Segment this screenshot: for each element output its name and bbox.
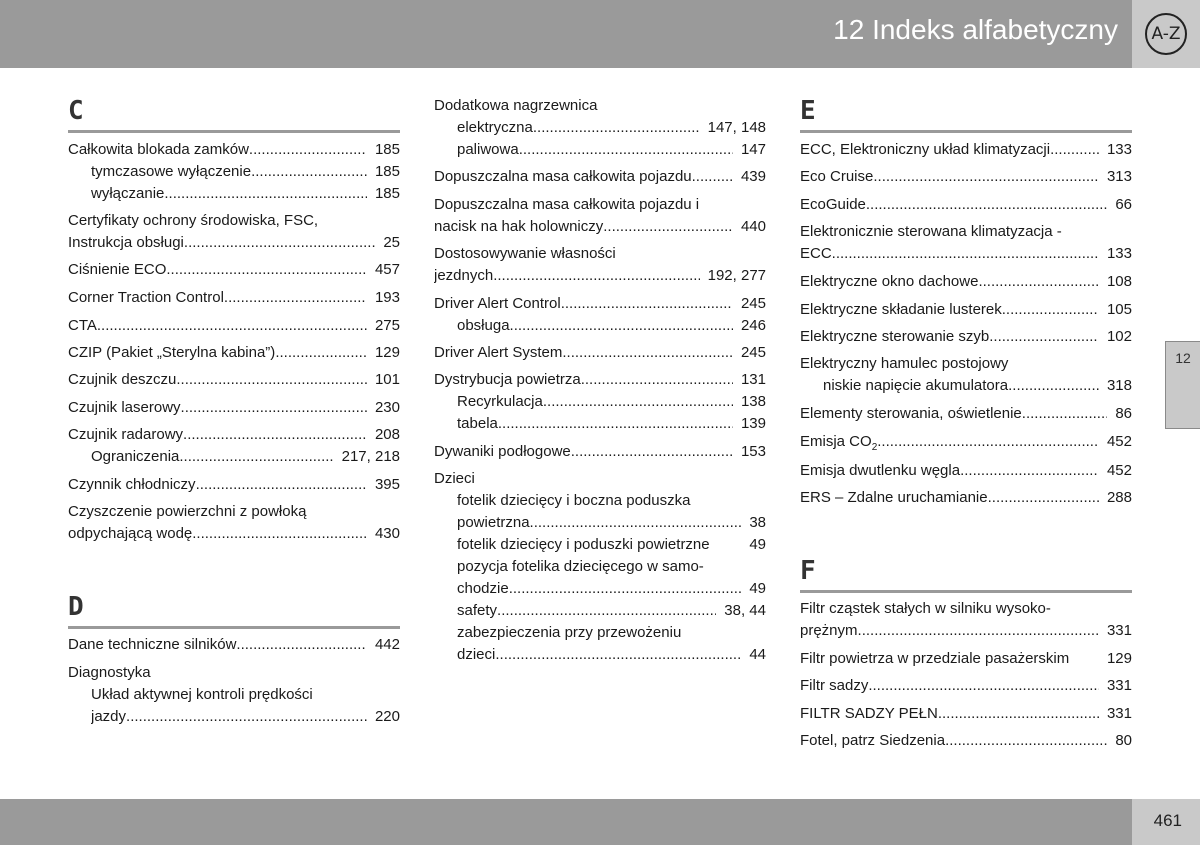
index-entry: Fotel, patrz Siedzenia ..... 80 bbox=[800, 730, 1132, 752]
index-entry: Dane techniczne silników ..... 442 bbox=[68, 634, 400, 656]
index-entry: nacisk na hak holowniczy ..... 440 bbox=[434, 216, 766, 238]
page-number-box bbox=[1132, 799, 1200, 845]
section-letter-d: D bbox=[68, 592, 84, 622]
index-subentry: paliwowa ..... 147 bbox=[457, 139, 766, 161]
index-entry: Ciśnienie ECO ..... 457 bbox=[68, 259, 400, 281]
index-subentry: powietrzna ..... 38 bbox=[457, 512, 766, 534]
index-subentry: niskie napięcie akumulatora ..... 318 bbox=[823, 375, 1132, 397]
index-entry: prężnym ..... 331 bbox=[800, 620, 1132, 642]
index-entry: Filtr powietrza w przedziale pasażerskim 129 bbox=[800, 650, 1132, 667]
section-rule bbox=[68, 130, 400, 133]
index-entry: Certyfikaty ochrony środowiska, FSC, bbox=[68, 212, 319, 229]
index-entry: EcoGuide ..... 66 bbox=[800, 194, 1132, 216]
index-entry: ECC ..... 133 bbox=[800, 243, 1132, 265]
index-subentry: elektryczna ..... 147, 148 bbox=[457, 117, 766, 139]
index-entry: Dodatkowa nagrzewnica bbox=[434, 97, 598, 114]
index-entry: Elektryczny hamulec postojowy bbox=[800, 355, 1009, 372]
index-entry: Emisja dwutlenku węgla ..... 452 bbox=[800, 460, 1132, 482]
index-entry: Czujnik deszczu ..... 101 bbox=[68, 369, 400, 391]
index-entry: CZIP (Pakiet „Sterylna kabina”) ..... 129 bbox=[68, 342, 400, 364]
index-entry: Dywaniki podłogowe ..... 153 bbox=[434, 441, 766, 463]
index-entry: Dostosowywanie własności bbox=[434, 245, 616, 262]
index-subentry: dzieci ..... 44 bbox=[457, 644, 766, 666]
index-entry: Dopuszczalna masa całkowita pojazdu ..... 439 bbox=[434, 166, 766, 188]
index-entry: Dystrybucja powietrza ..... 131 bbox=[434, 369, 766, 391]
section-letter-f: F bbox=[800, 556, 816, 586]
index-entry: Diagnostyka bbox=[68, 664, 151, 681]
index-entry: Elementy sterowania, oświetlenie ..... 86 bbox=[800, 403, 1132, 425]
index-entry: Elektronicznie sterowana klimatyzacja - bbox=[800, 223, 1062, 240]
index-subentry: fotelik dziecięcy i poduszki powietrzne 49 bbox=[457, 536, 766, 553]
index-entry: Czynnik chłodniczy ..... 395 bbox=[68, 474, 400, 496]
section-rule bbox=[68, 626, 400, 629]
index-entry: FILTR SADZY PEŁN ..... 331 bbox=[800, 703, 1132, 725]
index-entry: ECC, Elektroniczny układ klimatyzacji ..... 133 bbox=[800, 139, 1132, 161]
chapter-tab[interactable] bbox=[1165, 341, 1200, 429]
index-entry: Czyszczenie powierzchni z powłoką bbox=[68, 503, 307, 520]
section-letter-c: C bbox=[68, 96, 84, 126]
header-icon-box bbox=[1132, 0, 1200, 68]
index-entry: Emisja $CO_2$ ..... 452 bbox=[800, 431, 1132, 455]
index-entry: Elektryczne sterowanie szyb ..... 102 bbox=[800, 326, 1132, 348]
page-number: 461 bbox=[1153, 811, 1182, 830]
index-entry: Całkowita blokada zamków ..... 185 bbox=[68, 139, 400, 161]
index-subentry: Układ aktywnej kontroli prędkości bbox=[91, 686, 313, 703]
index-subentry: fotelik dziecięcy i boczna poduszka bbox=[457, 492, 691, 509]
index-subentry: obsługa ..... 246 bbox=[457, 315, 766, 337]
index-entry: odpychającą wodę ..... 430 bbox=[68, 523, 400, 545]
index-entry: Elektryczne okno dachowe ..... 108 bbox=[800, 271, 1132, 293]
section-rule bbox=[800, 130, 1132, 133]
index-subentry: chodzie ..... 49 bbox=[457, 578, 766, 600]
index-entry: Czujnik radarowy ..... 208 bbox=[68, 424, 400, 446]
chapter-title: 12 Indeks alfabetyczny bbox=[833, 14, 1118, 45]
index-subentry: jazdy ..... 220 bbox=[91, 706, 400, 728]
index-entry: Eco Cruise ..... 313 bbox=[800, 166, 1132, 188]
index-entry: Corner Traction Control ..... 193 bbox=[68, 287, 400, 309]
a-z-icon-label: A-Z bbox=[1151, 24, 1181, 44]
index-subentry: safety ..... 38, 44 bbox=[457, 600, 766, 622]
index-entry: Driver Alert Control ..... 245 bbox=[434, 293, 766, 315]
chapter-tab-label: 12 bbox=[1175, 350, 1191, 366]
index-subentry: pozycja fotelika dziecięcego w samo- bbox=[457, 558, 704, 575]
index-entry: Dzieci bbox=[434, 470, 475, 487]
index-entry: Elektryczne składanie lusterek ..... 105 bbox=[800, 299, 1132, 321]
index-entry: Czujnik laserowy ..... 230 bbox=[68, 397, 400, 419]
index-entry: jezdnych ..... 192, 277 bbox=[434, 265, 766, 287]
index-subentry: tymczasowe wyłączenie ..... 185 bbox=[91, 161, 400, 183]
section-letter-e: E bbox=[800, 96, 816, 126]
index-entry: CTA ..... 275 bbox=[68, 315, 400, 337]
index-entry: Dopuszczalna masa całkowita pojazdu i bbox=[434, 196, 700, 213]
index-entry: ERS – Zdalne uruchamianie ..... 288 bbox=[800, 487, 1132, 509]
index-entry: Driver Alert System ..... 245 bbox=[434, 342, 766, 364]
footer-bar bbox=[0, 799, 1132, 845]
index-subentry: Recyrkulacja ..... 138 bbox=[457, 391, 766, 413]
index-subentry: tabela ..... 139 bbox=[457, 413, 766, 435]
section-rule bbox=[800, 590, 1132, 593]
a-z-icon bbox=[1145, 13, 1187, 55]
index-entry: Instrukcja obsługi ..... 25 bbox=[68, 232, 400, 254]
index-subentry: zabezpieczenia przy przewożeniu bbox=[457, 624, 682, 641]
index-entry: Filtr cząstek stałych w silniku wysoko- bbox=[800, 600, 1051, 617]
header-bar bbox=[0, 0, 1132, 68]
index-subentry: Ograniczenia ..... 217, 218 bbox=[91, 446, 400, 468]
index-subentry: wyłączanie ..... 185 bbox=[91, 183, 400, 205]
index-entry: Filtr sadzy ..... 331 bbox=[800, 675, 1132, 697]
